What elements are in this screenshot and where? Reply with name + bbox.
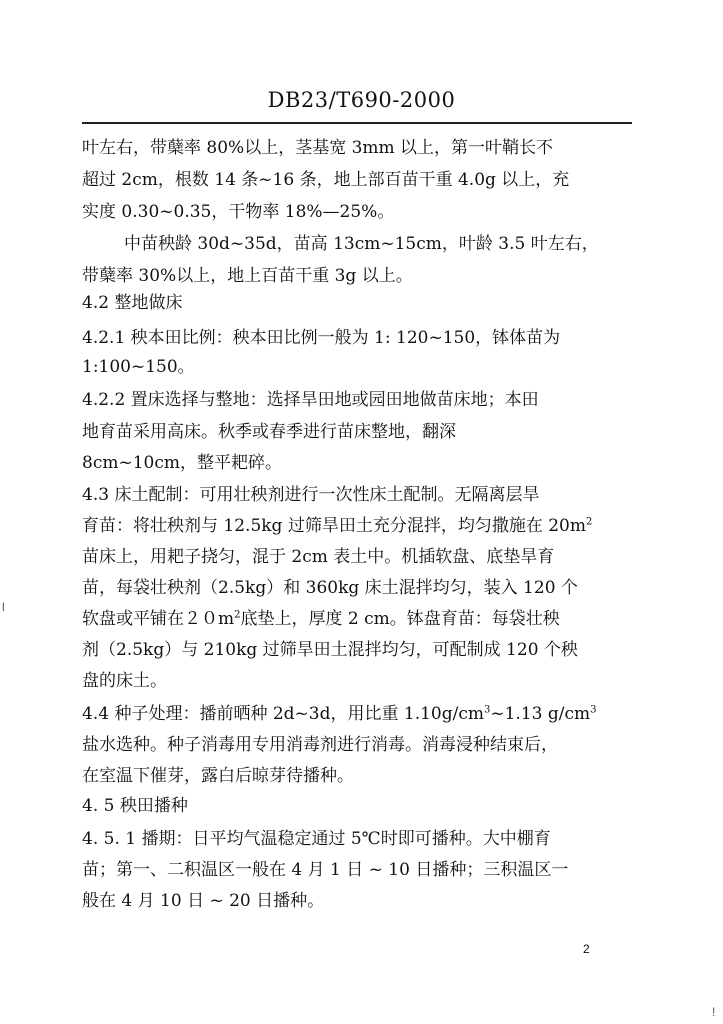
text-line-19-main: 4.4 种子处理：播前晒种 2d~3d，用比重 1.10g/cm <box>82 704 484 724</box>
text-line-13-main: 育苗：将壮秧剂与 12.5kg 过筛旱田土充分混拌，均匀撒施在 20m <box>82 516 586 536</box>
text-line-19 <box>82 703 597 725</box>
section-heading-4-2: 4.2 整地做床 <box>82 293 183 313</box>
text-line-21: 在室温下催芽，露白后晾芽待播种。 <box>82 766 354 786</box>
superscript-19a: 3 <box>484 704 491 716</box>
header-rule <box>82 122 632 124</box>
text-line-12: 4.3 床土配制：可用壮秧剂进行一次性床土配制。无隔离层旱 <box>82 485 540 505</box>
text-line-19-tail: ~1.13 g/cm <box>490 704 591 724</box>
text-line-14: 苗床上，用耙子挠匀，混于 2cm 表土中。机插软盘、底垫旱育 <box>82 547 555 567</box>
text-line-8: 1:100~150。 <box>82 357 195 377</box>
text-line-24: 苗；第一、二积温区一般在 4 月 1 日 ~ 10 日播种；三积温区一 <box>82 860 569 880</box>
text-line-13 <box>82 515 592 537</box>
superscript-16: 2 <box>234 609 241 621</box>
text-line-16-main: 软盘或平铺在２０m <box>82 609 235 629</box>
right-margin-mark: ! <box>712 1005 716 1019</box>
text-line-4: 中苗秧龄 30d~35d，苗高 13cm~15cm，叶龄 3.5 叶左右， <box>124 234 599 254</box>
section-heading-4-5: 4. 5 秧田播种 <box>82 796 188 816</box>
text-line-23: 4. 5. 1 播期：日平均气温稳定通过 5℃时即可播种。大中棚育 <box>82 829 551 849</box>
text-line-18: 盘的床土。 <box>82 671 167 691</box>
superscript-19b: 3 <box>590 704 597 716</box>
text-line-17: 剂（2.5kg）与 210kg 过筛旱田土混拌均匀，可配制成 120 个秧 <box>82 640 578 660</box>
text-line-11: 8cm~10cm，整平耙碎。 <box>82 453 282 473</box>
text-line-10: 地育苗采用高床。秋季或春季进行苗床整地，翻深 <box>82 422 456 442</box>
page-number: 2 <box>583 942 590 956</box>
text-line-9: 4.2.2 置床选择与整地：选择旱田地或园田地做苗床地；本田 <box>82 390 539 410</box>
text-line-2: 超过 2cm，根数 14 条~16 条，地上部百苗干重 4.0g 以上，充 <box>82 170 570 190</box>
text-line-16-tail: 底垫上，厚度 2 cm。钵盘育苗：每袋壮秧 <box>240 609 560 629</box>
text-line-3: 实度 0.30~0.35，干物率 18%—25%。 <box>82 202 395 222</box>
superscript-13: 2 <box>586 516 593 528</box>
text-line-5: 带蘖率 30%以上，地上百苗干重 3g 以上。 <box>82 266 413 286</box>
text-line-1: 叶左右，带蘖率 80%以上，茎基宽 3mm 以上，第一叶鞘长不 <box>82 138 554 158</box>
text-line-7: 4.2.1 秧本田比例：秧本田比例一般为 1: 120~150，钵体苗为 <box>82 328 561 348</box>
document-code-header: DB23/T690-2000 <box>267 88 456 112</box>
text-line-25: 般在 4 月 10 日 ~ 20 日播种。 <box>82 891 325 911</box>
text-line-15: 苗，每袋壮秧剂（2.5kg）和 360kg 床土混拌均匀，装入 120 个 <box>82 578 578 598</box>
left-margin-mark: l <box>2 600 5 614</box>
text-line-16 <box>82 608 560 630</box>
text-line-20: 盐水选种。种子消毒用专用消毒剂进行消毒。消毒浸种结束后， <box>82 735 558 755</box>
